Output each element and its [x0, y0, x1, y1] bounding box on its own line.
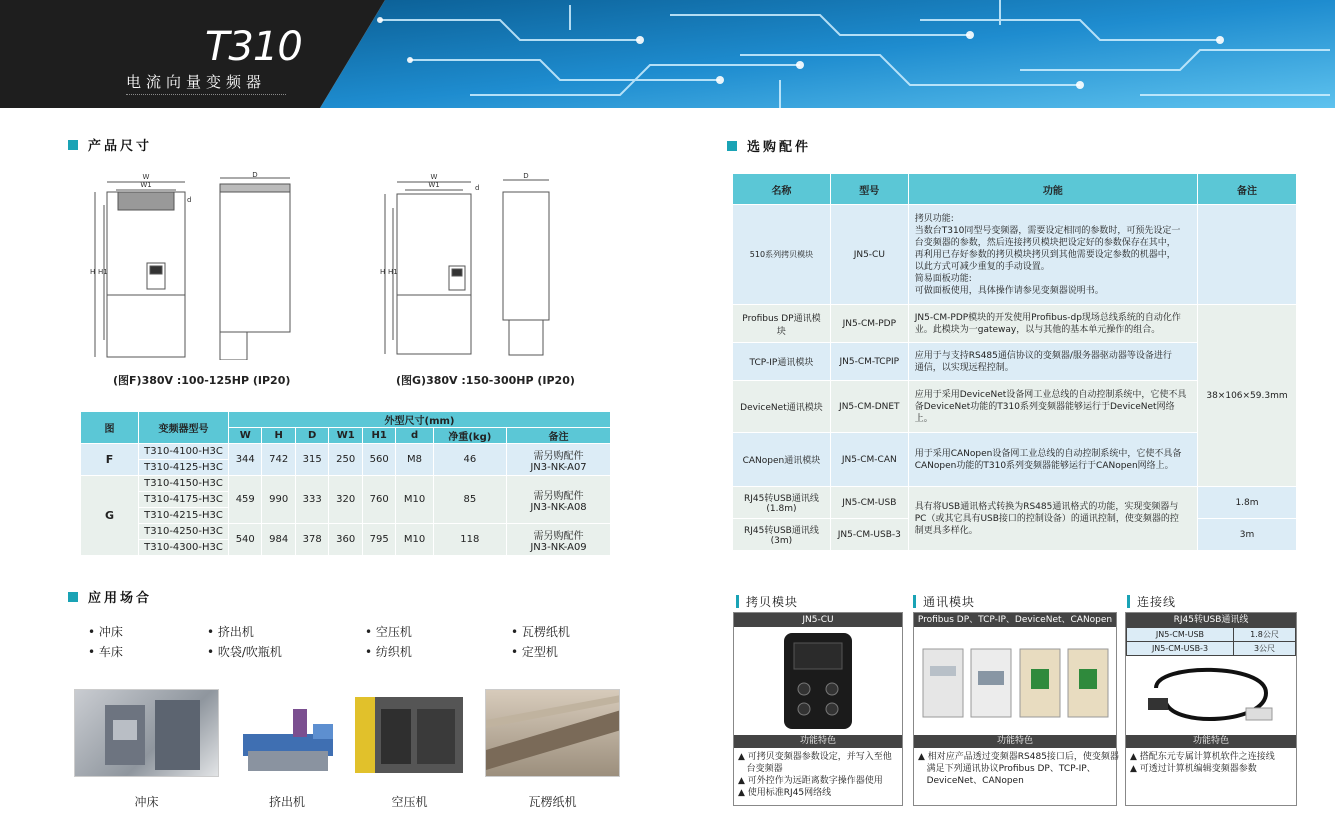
- photo-compressor: [353, 689, 466, 777]
- section-title: 产品尺寸: [88, 139, 153, 154]
- name-cell: Profibus DP通讯模块: [733, 305, 831, 343]
- cell: 46: [433, 444, 506, 476]
- feature-line: 台变频器: [738, 764, 783, 774]
- func-line: 通信，以实现远程控制。: [914, 362, 1014, 373]
- cable-length: 3公尺: [1233, 642, 1295, 656]
- cell: 540: [229, 524, 262, 556]
- th-col: H: [262, 428, 295, 444]
- model-cell: JN5-CM-DNET: [830, 381, 908, 433]
- feature-line: ▲ 相对应产品透过变频器RS485接口后，使变频器: [918, 752, 1119, 762]
- section-title: 选购配件: [747, 140, 812, 155]
- section-marker-icon: [68, 592, 78, 602]
- cell: 984: [262, 524, 295, 556]
- name-cell: 510系列拷贝模块: [733, 205, 831, 305]
- drawing-g-caption: (图G)380V :150-300HP (IP20): [396, 374, 575, 387]
- list-item: • 挤出机: [207, 625, 254, 639]
- cell: M8: [396, 444, 433, 476]
- function-cell: [908, 343, 1197, 381]
- card-foot: 功能特色: [914, 735, 1116, 748]
- table-row: [733, 205, 1297, 305]
- card-title: Profibus DP、TCP-IP、DeviceNet、CANopen: [914, 613, 1116, 627]
- cable-model: JN5-CM-USB-3: [1127, 642, 1234, 656]
- table-row: [81, 524, 611, 540]
- func-line: CANopen功能的T310系列变频器能够运行于CANopen网络上。: [914, 460, 1174, 471]
- list-item: • 定型机: [511, 645, 558, 659]
- th-col: H1: [362, 428, 395, 444]
- model-cell: T310-4300-H3C: [139, 540, 229, 556]
- func-line: 制更具多样化。: [914, 525, 978, 536]
- model-cell: JN5-CM-USB-3: [830, 519, 908, 551]
- th-col: d: [396, 428, 433, 444]
- label-h1: H1: [98, 268, 108, 276]
- table-row: [81, 476, 611, 492]
- card-text: [914, 748, 1119, 790]
- th-col: W1: [329, 428, 362, 444]
- function-cell: [908, 305, 1197, 343]
- drawing-f: [80, 170, 310, 360]
- note-line: 需另购配件: [533, 490, 584, 502]
- cell: 795: [362, 524, 395, 556]
- dimension-table: [80, 411, 611, 556]
- table-row: [81, 444, 611, 460]
- card-foot: 功能特色: [734, 735, 902, 748]
- cell: 990: [262, 476, 295, 524]
- th-col: 备注: [507, 428, 611, 444]
- func-line: 可做面板使用，具体操作请参见变频器说明书。: [914, 285, 1104, 296]
- note-line: 需另购配件: [533, 450, 584, 462]
- cell: 333: [295, 476, 328, 524]
- cell: 560: [362, 444, 395, 476]
- label-d: D: [523, 172, 529, 180]
- card-title: RJ45转USB通讯线: [1126, 613, 1296, 627]
- section-marker-icon: [68, 140, 78, 150]
- photo-press: [74, 689, 219, 777]
- model-subtitle: 电流向量变频器: [126, 73, 267, 91]
- name-cell: DeviceNet通讯模块: [733, 381, 831, 433]
- list-item: • 冲床: [88, 625, 123, 639]
- cable-card: [1125, 612, 1297, 806]
- note-line: JN3-NK-A09: [530, 541, 587, 553]
- name-cell: TCP-IP通讯模块: [733, 343, 831, 381]
- func-line: 用于采用CANopen设备网工业总线的自动控制系统中，它使不具备: [914, 448, 1182, 459]
- func-line: 具有将USB通讯格式转换为RS485通讯格式的功能，实现变频器与: [914, 501, 1179, 512]
- cable-heading: [1127, 593, 1176, 610]
- note-cell: 3m: [1198, 519, 1297, 551]
- model-title: T310: [205, 24, 302, 70]
- cell: M10: [396, 476, 433, 524]
- drawing-g: [375, 170, 575, 360]
- func-line: 简易面板功能:: [914, 273, 972, 284]
- card-foot: 功能特色: [1126, 735, 1296, 748]
- feature-line: DeviceNet、CANopen: [918, 776, 1024, 786]
- feature-line: ▲ 搭配东元专属计算机软件之连接线: [1130, 752, 1275, 762]
- list-item: • 纺织机: [365, 645, 412, 659]
- section-title: 应用场合: [88, 591, 153, 606]
- model-cell: JN5-CM-TCPIP: [830, 343, 908, 381]
- photo-caption: 挤出机: [268, 795, 305, 809]
- card-text: [734, 748, 902, 802]
- label-w1: W1: [428, 181, 440, 189]
- table-row: [733, 305, 1297, 343]
- func-line: 备DeviceNet功能的T310系列变频器能够运行于DeviceNet网络上。: [914, 401, 1175, 424]
- func-line: PC（或其它具有USB接口的控制设备）的通讯控制，使变频器的控: [914, 513, 1179, 524]
- section-product-size: [68, 135, 152, 154]
- comm-module-card: [913, 612, 1117, 806]
- th-model: 变频器型号: [139, 412, 229, 444]
- cable-model: JN5-CM-USB: [1127, 628, 1234, 642]
- accessories-table: [732, 173, 1297, 551]
- model-cell: JN5-CU: [830, 205, 908, 305]
- note-line: JN3-NK-A07: [530, 461, 587, 473]
- cell: 315: [295, 444, 328, 476]
- copy-module-image: [734, 627, 902, 735]
- table-row: [1127, 628, 1296, 642]
- label-w: W: [430, 173, 438, 181]
- model-cell: T310-4150-H3C: [139, 476, 229, 492]
- cell: 250: [329, 444, 362, 476]
- function-cell: [908, 433, 1197, 487]
- label-w: W: [142, 173, 150, 181]
- func-line: 当数台T310同型号变频器，需要设定相同的参数时，可预先设定一: [914, 225, 1181, 236]
- model-cell: T310-4175-H3C: [139, 492, 229, 508]
- copy-module-card: [733, 612, 903, 806]
- func-line: 业。此模块为一gateway，以与其他的基本单元操作的组合。: [914, 324, 1161, 335]
- size-note: 38×106×59.3mm: [1198, 305, 1297, 487]
- note-line: JN3-NK-A08: [530, 501, 587, 513]
- drawing-f-caption: (图F)380V :100-125HP (IP20): [113, 374, 291, 387]
- photo-corrugator: [485, 689, 620, 777]
- list-item: • 瓦楞纸机: [511, 625, 570, 639]
- model-cell: T310-4215-H3C: [139, 508, 229, 524]
- th-note: 备注: [1198, 174, 1297, 205]
- cable-length: 1.8公尺: [1233, 628, 1295, 642]
- name-cell: RJ45转USB通讯线 (1.8m): [733, 487, 831, 519]
- comm-module-heading: [913, 593, 975, 610]
- card-title: JN5-CU: [734, 613, 902, 627]
- function-cell: [908, 381, 1197, 433]
- func-line: JN5-CM-PDP模块的开发使用Profibus-dp现场总线系统的自动化作: [914, 312, 1181, 323]
- feature-line: ▲ 使用标准RJ45网络线: [738, 788, 832, 798]
- copy-module-heading: [736, 593, 798, 610]
- label-h: H: [90, 268, 96, 276]
- func-line: 以此方式可减少重复的手动设置。: [914, 261, 1050, 272]
- model-cell: JN5-CM-PDP: [830, 305, 908, 343]
- th-col: 净重(kg): [433, 428, 506, 444]
- label-d-small: d: [187, 196, 192, 204]
- function-cell: [908, 205, 1197, 305]
- func-line: 应用于采用DeviceNet设备网工业总线的自动控制系统中，它使不具: [914, 389, 1187, 400]
- cell: 85: [433, 476, 506, 524]
- label-d-small: d: [475, 184, 480, 192]
- heading-label: 拷贝模块: [746, 595, 799, 609]
- cable-image: [1126, 656, 1296, 735]
- th-col: D: [295, 428, 328, 444]
- label-h1: H1: [388, 268, 398, 276]
- func-line: 拷贝功能:: [914, 213, 954, 224]
- header-divider: [126, 94, 286, 95]
- photo-extruder: [233, 689, 341, 777]
- section-marker-icon: [727, 141, 737, 151]
- fig-label: F: [81, 444, 139, 476]
- note-cell: [507, 476, 611, 524]
- fig-label: G: [81, 476, 139, 556]
- cell: 760: [362, 476, 395, 524]
- feature-line: ▲ 可透过计算机编辑变频器参数: [1130, 764, 1257, 774]
- note-cell: [1198, 205, 1297, 305]
- th-model: 型号: [830, 174, 908, 205]
- cell: 320: [329, 476, 362, 524]
- list-item: • 空压机: [365, 625, 412, 639]
- func-line: 应用于与支持RS485通信协议的变频器/服务器驱动器等设备进行: [914, 350, 1172, 361]
- heading-label: 连接线: [1137, 595, 1177, 609]
- model-cell: T310-4100-H3C: [139, 444, 229, 460]
- label-d: D: [252, 171, 258, 179]
- func-line: 再利用已存好参数的拷贝模块拷贝到其他需要设定参数的机器中，: [914, 249, 1176, 260]
- function-cell: [908, 487, 1197, 551]
- th-name: 名称: [733, 174, 831, 205]
- model-cell: T310-4125-H3C: [139, 460, 229, 476]
- model-cell: JN5-CM-CAN: [830, 433, 908, 487]
- heading-label: 通讯模块: [923, 595, 976, 609]
- cell: 378: [295, 524, 328, 556]
- heading-bar-icon: [736, 595, 739, 608]
- note-line: 需另购配件: [533, 530, 584, 542]
- note-cell: 1.8m: [1198, 487, 1297, 519]
- feature-line: 满足下列通讯协议Profibus DP、TCP-IP、: [918, 764, 1096, 774]
- list-item: • 车床: [88, 645, 123, 659]
- model-cell: T310-4250-H3C: [139, 524, 229, 540]
- cell: 742: [262, 444, 295, 476]
- photo-caption: 冲床: [134, 795, 159, 809]
- heading-bar-icon: [913, 595, 916, 608]
- section-accessories: [727, 136, 811, 155]
- th-fig: 图: [81, 412, 139, 444]
- func-line: 台变频器的参数，然后连接拷贝模块把设定好的参数保存在其中，: [914, 237, 1176, 248]
- note-cell: [507, 524, 611, 556]
- model-cell: JN5-CM-USB: [830, 487, 908, 519]
- heading-bar-icon: [1127, 595, 1130, 608]
- feature-line: ▲ 可外控作为远距离数字操作器使用: [738, 776, 883, 786]
- cable-table: [1126, 627, 1296, 656]
- table-row: [1127, 642, 1296, 656]
- name-cell: CANopen通讯模块: [733, 433, 831, 487]
- cell: 360: [329, 524, 362, 556]
- cell: 344: [229, 444, 262, 476]
- list-item: • 吹袋/吹瓶机: [207, 645, 282, 659]
- th-outer: 外型尺寸(mm): [229, 412, 611, 428]
- cell: 459: [229, 476, 262, 524]
- photo-caption: 瓦楞纸机: [528, 795, 577, 809]
- cell: 118: [433, 524, 506, 556]
- th-function: 功能: [908, 174, 1197, 205]
- circuit-banner: [320, 0, 1335, 108]
- label-w1: W1: [140, 181, 152, 189]
- name-cell: RJ45转USB通讯线 (3m): [733, 519, 831, 551]
- label-h: H: [380, 268, 386, 276]
- section-applications: [68, 587, 152, 606]
- feature-line: ▲ 可拷贝变频器参数设定，并写入至他: [738, 752, 892, 762]
- note-cell: [507, 444, 611, 476]
- photo-caption: 空压机: [391, 795, 428, 809]
- table-row: [733, 487, 1297, 519]
- comm-module-image: [914, 627, 1116, 735]
- th-col: W: [229, 428, 262, 444]
- card-text: [1126, 748, 1296, 778]
- cell: M10: [396, 524, 433, 556]
